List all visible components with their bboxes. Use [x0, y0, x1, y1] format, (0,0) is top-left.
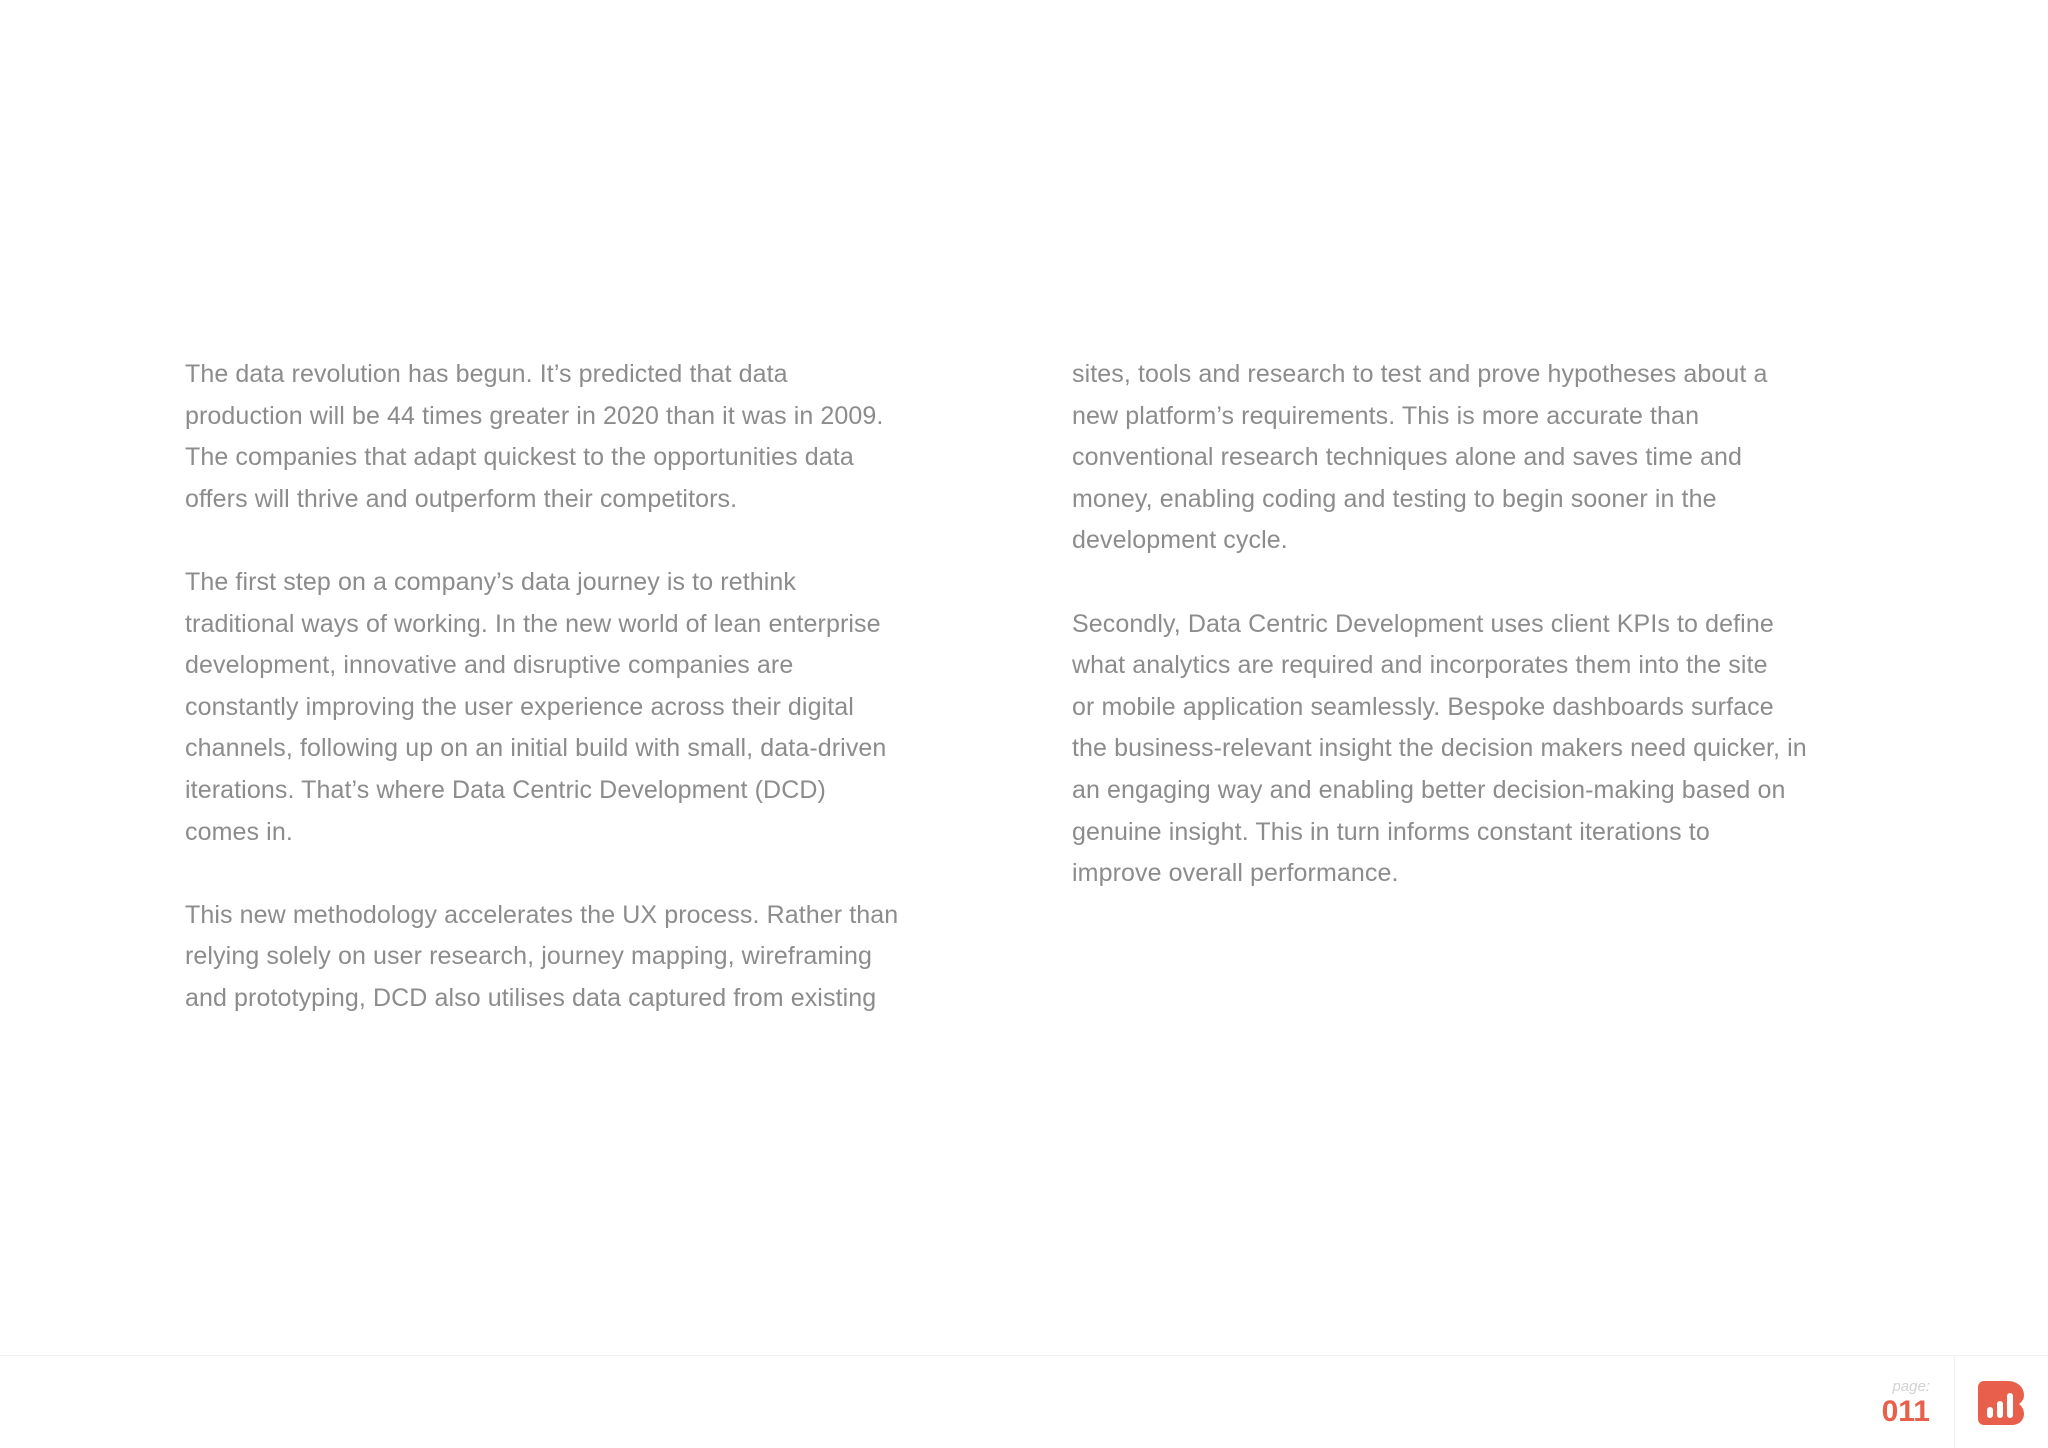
paragraph-gap [1072, 562, 1872, 604]
paragraph [185, 354, 975, 520]
page-label: page: [1892, 1378, 1930, 1395]
text-line: an engaging way and enabling better decision-making based on [1072, 775, 1786, 804]
text-line: iterations. That’s where Data Centric Development (DCD) [185, 775, 826, 804]
text-line: what analytics are required and incorporates them into the site [1072, 651, 1768, 680]
paragraph [1072, 604, 1872, 895]
text-line: relying solely on user research, journey mapping, wireframing [185, 942, 872, 971]
paragraph-gap [185, 520, 975, 562]
text-line: The companies that adapt quickest to the opportunities data [185, 443, 854, 472]
text-line: sites, tools and research to test and prove hypotheses about a [1072, 360, 1768, 388]
paragraph [185, 562, 975, 853]
right-text-column [1072, 354, 1872, 895]
paragraph-gap [185, 853, 975, 895]
text-line: offers will thrive and outperform their competitors. [185, 484, 738, 513]
paragraph [185, 895, 975, 1020]
text-line: channels, following up on an initial build with small, data-driven [185, 734, 887, 763]
paragraph [1072, 354, 1872, 562]
text-line: and prototyping, DCD also utilises data captured from existing [185, 983, 877, 1012]
text-line: The first step on a company’s data journey is to rethink [185, 567, 797, 596]
text-line: comes in. [185, 817, 293, 846]
page-number: 011 [1881, 1395, 1930, 1428]
text-line: development, innovative and disruptive companies are [185, 651, 794, 680]
text-line: genuine insight. This in turn informs constant iterations to [1072, 817, 1710, 846]
text-line: Secondly, Data Centric Development uses client KPIs to define [1072, 609, 1774, 638]
footer-divider-line [0, 1355, 2048, 1356]
footer-vertical-divider [1954, 1356, 1955, 1448]
text-line: the business-relevant insight the decision makers need quicker, in [1072, 734, 1807, 763]
text-line: development cycle. [1072, 526, 1288, 555]
bar-chart-logo-icon [1978, 1381, 2024, 1425]
text-line: production will be 44 times greater in 2020 than it was in 2009. [185, 401, 884, 430]
text-line: new platform’s requirements. This is more accurate than [1072, 401, 1700, 430]
left-text-column [185, 354, 975, 1020]
text-line: improve overall performance. [1072, 859, 1399, 888]
text-line: or mobile application seamlessly. Bespoke dashboards surface [1072, 692, 1774, 721]
text-line: constantly improving the user experience across their digital [185, 692, 854, 721]
text-line: The data revolution has begun. It’s predicted that data [185, 360, 788, 388]
text-line: money, enabling coding and testing to begin sooner in the [1072, 484, 1717, 513]
text-line: This new methodology accelerates the UX process. Rather than [185, 900, 899, 929]
text-line: conventional research techniques alone and saves time and [1072, 443, 1743, 472]
text-line: traditional ways of working. In the new world of lean enterprise [185, 609, 881, 638]
